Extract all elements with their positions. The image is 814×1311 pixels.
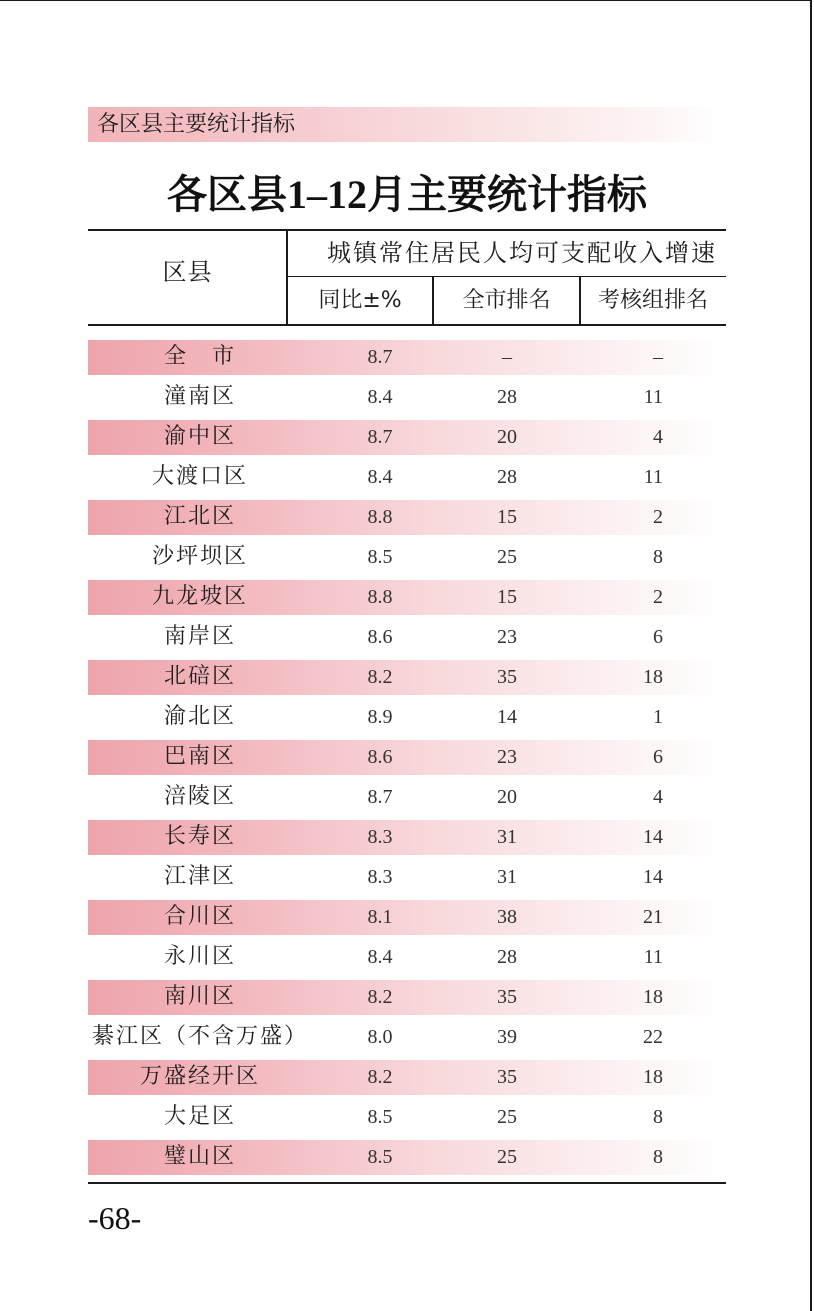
region-cell: 涪陵区 bbox=[163, 784, 236, 809]
yoy-growth-cell: 8.2 bbox=[367, 666, 393, 688]
header-bottom-rule bbox=[88, 324, 726, 326]
region-cell: 南岸区 bbox=[163, 624, 236, 649]
city-rank-cell: 25 bbox=[497, 1146, 517, 1168]
group-rank-cell: 18 bbox=[643, 666, 663, 688]
column-header-region: 区县 bbox=[162, 258, 213, 286]
yoy-growth-cell: 8.9 bbox=[367, 706, 393, 728]
city-rank-cell: 35 bbox=[497, 666, 517, 688]
table-row bbox=[88, 977, 726, 1017]
region-cell: 南川区 bbox=[163, 984, 236, 1009]
city-rank-cell: 28 bbox=[497, 386, 517, 408]
header-group-rule bbox=[287, 276, 726, 277]
group-rank-cell: 4 bbox=[653, 786, 663, 808]
region-cell: 綦江区（不含万盛） bbox=[91, 1024, 308, 1049]
city-rank-cell: 14 bbox=[497, 706, 517, 728]
group-rank-cell: 6 bbox=[653, 746, 663, 768]
yoy-growth-cell: 8.5 bbox=[367, 1146, 393, 1168]
group-rank-cell: 22 bbox=[643, 1026, 663, 1048]
yoy-growth-cell: 8.6 bbox=[367, 626, 393, 648]
table-row bbox=[88, 857, 726, 897]
yoy-growth-cell: 8.4 bbox=[367, 386, 393, 408]
group-rank-cell: 11 bbox=[643, 946, 663, 968]
table-row bbox=[88, 537, 726, 577]
city-rank-cell: 23 bbox=[497, 626, 517, 648]
city-rank-cell: 28 bbox=[497, 946, 517, 968]
yoy-growth-cell: 8.7 bbox=[367, 346, 393, 368]
city-rank-cell: 28 bbox=[497, 466, 517, 488]
yoy-growth-cell: 8.4 bbox=[367, 946, 393, 968]
group-rank-cell: 2 bbox=[653, 506, 663, 528]
table-row bbox=[88, 697, 726, 737]
region-cell: 北碚区 bbox=[163, 664, 236, 689]
yoy-growth-cell: 8.7 bbox=[367, 786, 393, 808]
region-cell: 渝中区 bbox=[163, 424, 236, 449]
yoy-growth-cell: 8.4 bbox=[367, 466, 393, 488]
yoy-growth-cell: 8.2 bbox=[367, 986, 393, 1008]
table-row bbox=[88, 1057, 726, 1097]
city-rank-cell: 39 bbox=[497, 1026, 517, 1048]
table-row bbox=[88, 617, 726, 657]
column-header-city-rank: 全市排名 bbox=[462, 288, 551, 313]
table-row bbox=[88, 377, 726, 417]
region-cell: 沙坪坝区 bbox=[151, 544, 248, 569]
yoy-growth-cell: 8.8 bbox=[367, 586, 393, 608]
city-rank-cell: 31 bbox=[497, 866, 517, 888]
city-rank-cell: 35 bbox=[497, 1066, 517, 1088]
yoy-growth-cell: 8.5 bbox=[367, 1106, 393, 1128]
table-row bbox=[88, 777, 726, 817]
group-rank-cell: 14 bbox=[643, 826, 663, 848]
region-cell: 全 市 bbox=[163, 344, 236, 369]
table-row bbox=[88, 1137, 726, 1177]
column-group-header: 城镇常住居民人均可支配收入增速 bbox=[327, 239, 717, 267]
table-top-rule bbox=[88, 229, 726, 231]
city-rank-cell: 23 bbox=[497, 746, 517, 768]
city-rank-cell: 25 bbox=[497, 1106, 517, 1128]
group-rank-cell: 8 bbox=[653, 1106, 663, 1128]
table-row bbox=[88, 737, 726, 777]
city-rank-cell: 15 bbox=[497, 586, 517, 608]
city-rank-cell: 31 bbox=[497, 826, 517, 848]
group-rank-cell: 2 bbox=[653, 586, 663, 608]
group-rank-cell: 1 bbox=[653, 706, 663, 728]
city-rank-cell: 35 bbox=[497, 986, 517, 1008]
yoy-growth-cell: 8.2 bbox=[367, 1066, 393, 1088]
page-number: -68- bbox=[88, 1200, 142, 1236]
table-title: 各区县1–12月主要统计指标 bbox=[167, 172, 647, 217]
city-rank-cell: 25 bbox=[497, 546, 517, 568]
region-cell: 璧山区 bbox=[163, 1144, 236, 1169]
group-rank-cell: 8 bbox=[653, 1146, 663, 1168]
yoy-growth-cell: 8.6 bbox=[367, 746, 393, 768]
column-header-group-rank: 考核组排名 bbox=[597, 288, 708, 313]
column-header-yoy: 同比±% bbox=[318, 288, 402, 313]
table-row bbox=[88, 937, 726, 977]
group-rank-cell: 14 bbox=[643, 866, 663, 888]
region-cell: 大渡口区 bbox=[151, 464, 248, 489]
region-cell: 长寿区 bbox=[163, 824, 236, 849]
region-cell: 永川区 bbox=[163, 944, 236, 969]
group-rank-cell: 8 bbox=[653, 546, 663, 568]
yoy-growth-cell: 8.1 bbox=[367, 906, 393, 928]
city-rank-cell: 15 bbox=[497, 506, 517, 528]
group-rank-cell: 18 bbox=[643, 986, 663, 1008]
group-rank-cell: 18 bbox=[643, 1066, 663, 1088]
city-rank-cell: 38 bbox=[497, 906, 517, 928]
region-cell: 合川区 bbox=[163, 904, 236, 929]
table-row bbox=[88, 457, 726, 497]
group-rank-cell: 6 bbox=[653, 626, 663, 648]
table-row bbox=[88, 1097, 726, 1137]
table-row bbox=[88, 1017, 726, 1057]
table-body bbox=[88, 337, 726, 1177]
city-rank-cell: 20 bbox=[497, 426, 517, 448]
yoy-growth-cell: 8.3 bbox=[367, 866, 393, 888]
table-bottom-rule bbox=[88, 1182, 726, 1184]
yoy-growth-cell: 8.0 bbox=[367, 1026, 393, 1048]
yoy-growth-cell: 8.3 bbox=[367, 826, 393, 848]
region-cell: 大足区 bbox=[163, 1104, 236, 1129]
yoy-growth-cell: 8.5 bbox=[367, 546, 393, 568]
group-rank-cell: 4 bbox=[653, 426, 663, 448]
region-cell: 江津区 bbox=[163, 864, 236, 889]
table-row bbox=[88, 897, 726, 937]
table-row bbox=[88, 337, 726, 377]
region-cell: 九龙坡区 bbox=[151, 584, 248, 609]
group-rank-cell: – bbox=[653, 346, 663, 368]
region-cell: 渝北区 bbox=[163, 704, 236, 729]
city-rank-cell: – bbox=[502, 346, 512, 368]
table-row bbox=[88, 497, 726, 537]
section-header: 各区县主要统计指标 bbox=[97, 112, 296, 137]
yoy-growth-cell: 8.7 bbox=[367, 426, 393, 448]
city-rank-cell: 20 bbox=[497, 786, 517, 808]
region-cell: 江北区 bbox=[163, 504, 236, 529]
group-rank-cell: 21 bbox=[643, 906, 663, 928]
region-cell: 万盛经开区 bbox=[139, 1064, 260, 1089]
region-cell: 巴南区 bbox=[163, 744, 236, 769]
region-cell: 潼南区 bbox=[163, 384, 236, 409]
table-row bbox=[88, 417, 726, 457]
group-rank-cell: 11 bbox=[643, 466, 663, 488]
table-row bbox=[88, 817, 726, 857]
table-row bbox=[88, 577, 726, 617]
group-rank-cell: 11 bbox=[643, 386, 663, 408]
table-row bbox=[88, 657, 726, 697]
yoy-growth-cell: 8.8 bbox=[367, 506, 393, 528]
